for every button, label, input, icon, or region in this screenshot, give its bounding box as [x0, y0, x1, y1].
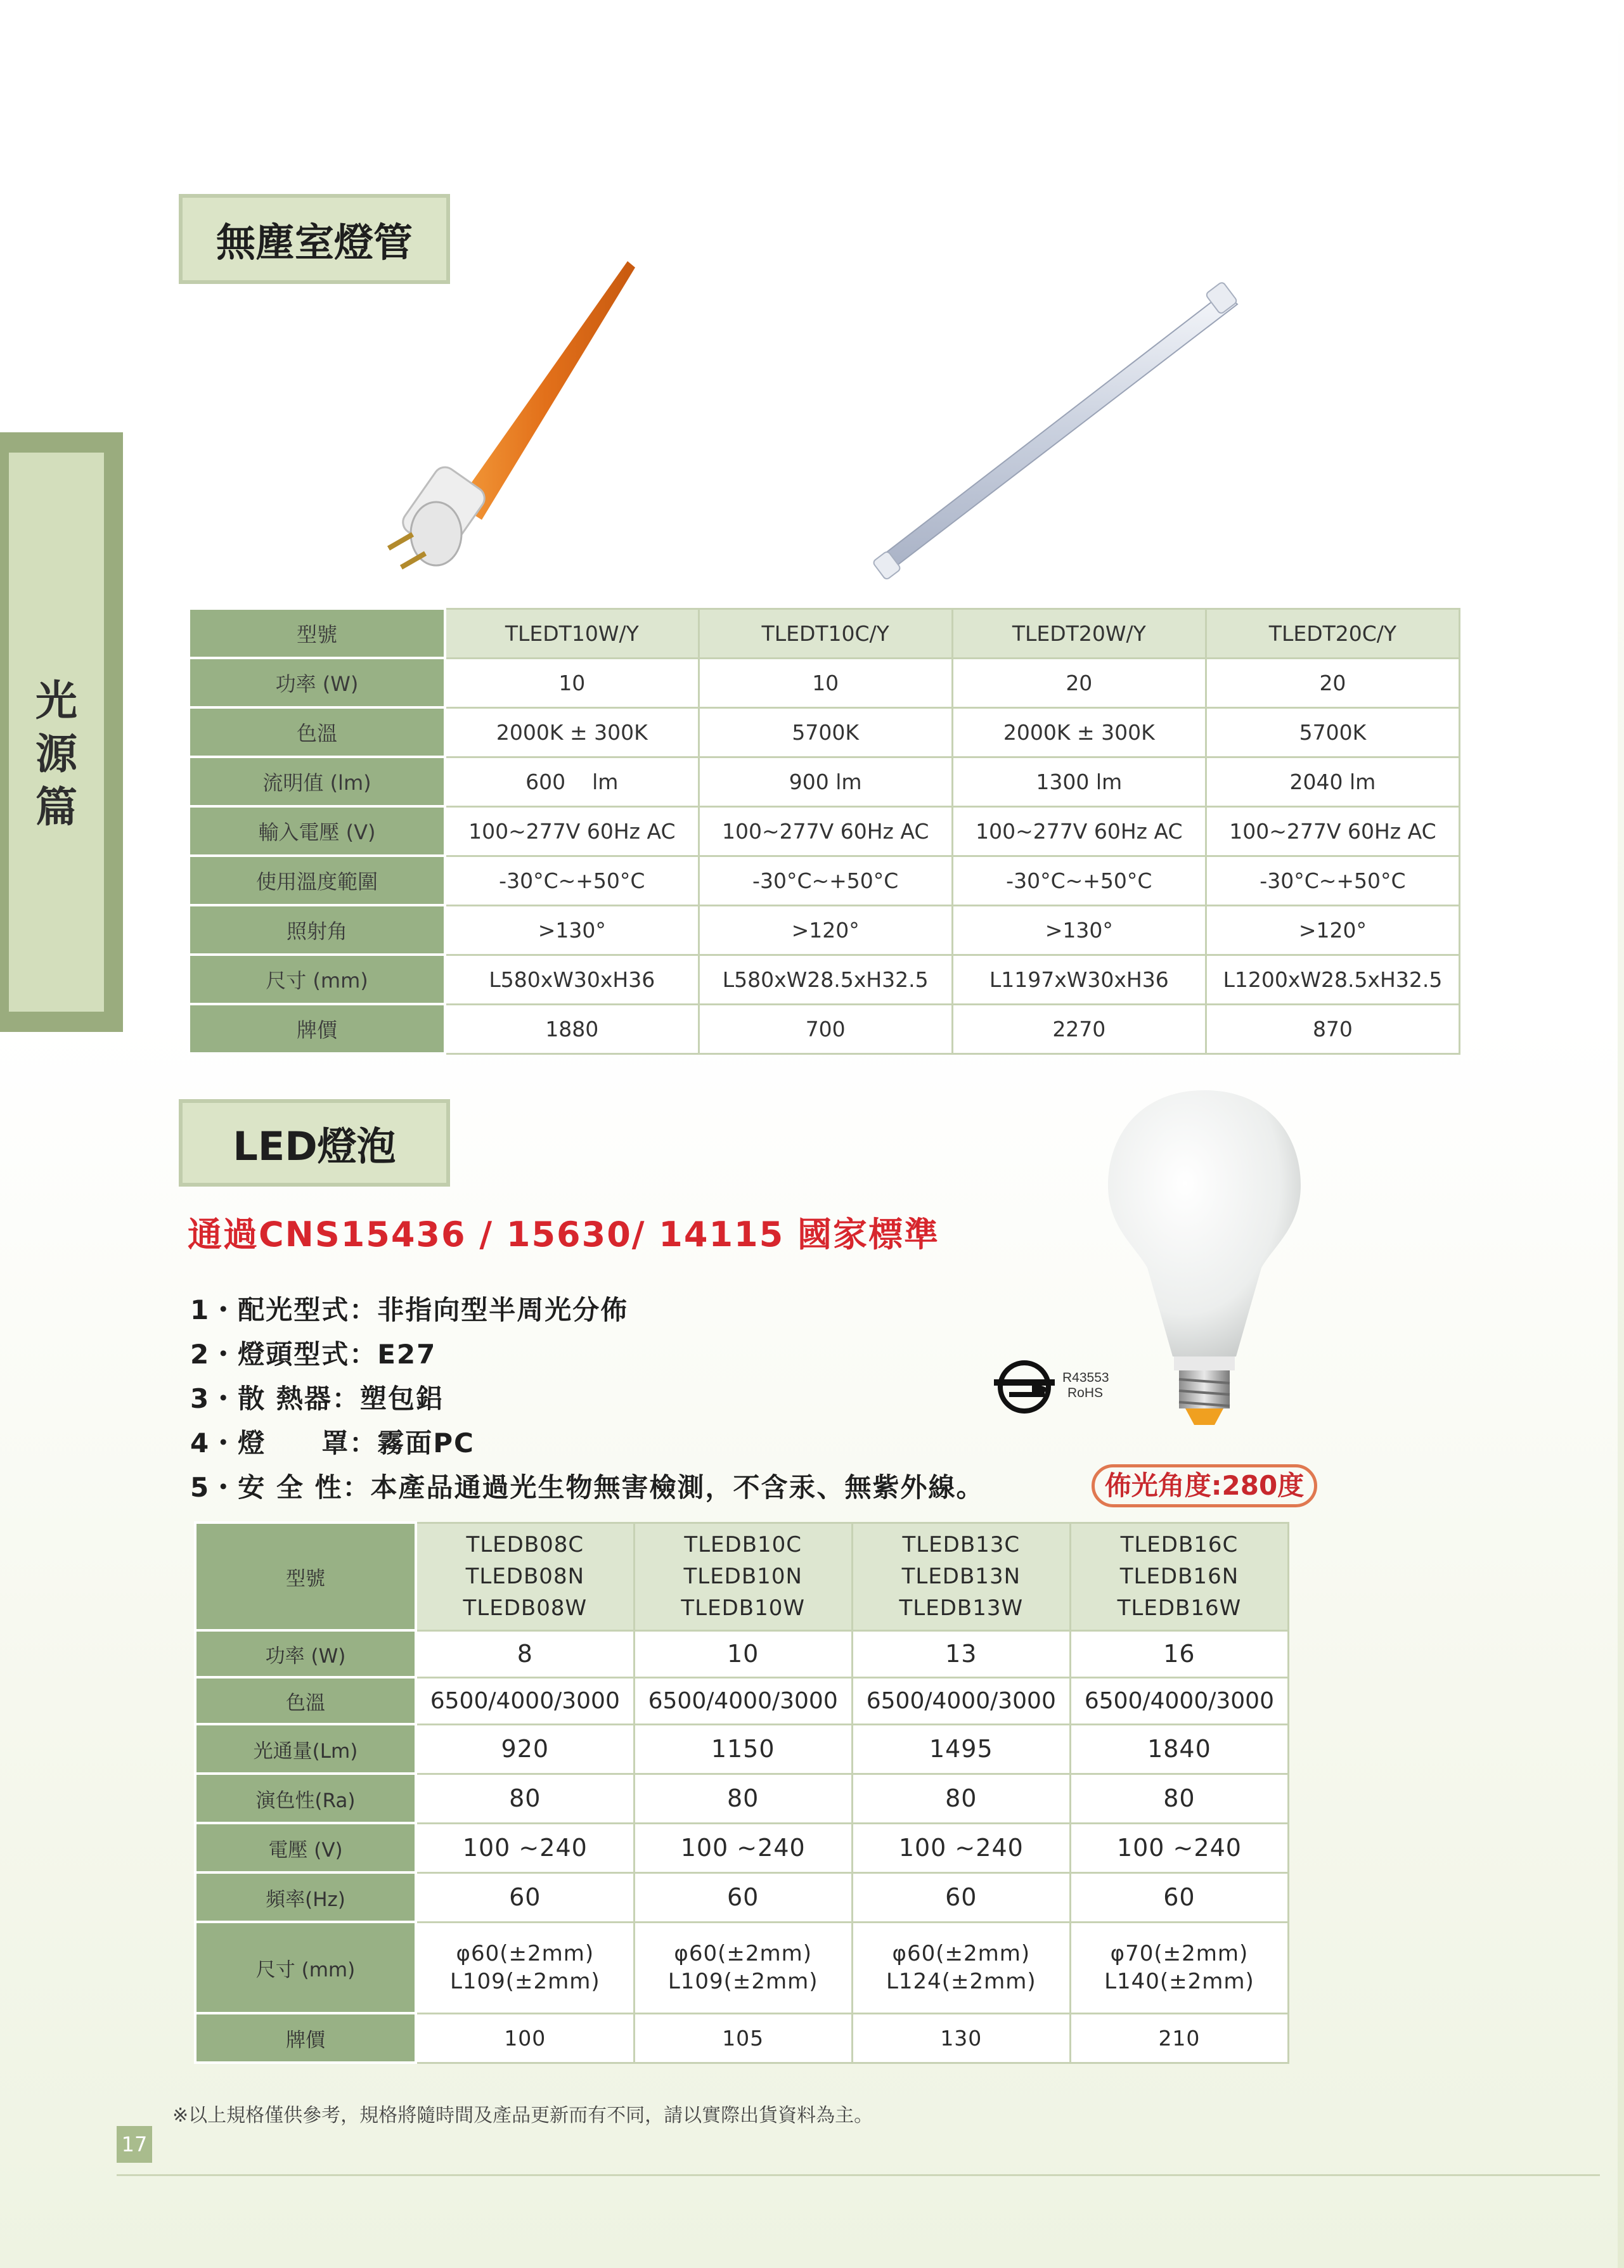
table-cell: >130° — [952, 905, 1206, 955]
bsmi-cert-icon — [994, 1356, 1057, 1417]
table-cell: 100 ~240 — [1070, 1823, 1288, 1872]
model-cell — [852, 1523, 1070, 1630]
table-cell: 100~277V 60Hz AC — [699, 806, 952, 856]
table-row — [189, 609, 1460, 658]
table-cell: 6500/4000/3000 — [416, 1677, 634, 1724]
table-cell — [852, 1922, 1070, 2013]
footnote: ※以上規格僅供參考，規格將隨時間及產品更新而有不同，請以實際出貨資料為主。 — [172, 2104, 873, 2127]
row-label: 頻率(Hz) — [195, 1872, 416, 1922]
table-cell: 80 — [416, 1774, 634, 1823]
model-variant: TLEDB13C — [902, 1532, 1021, 1557]
rohs-label: RoHS — [1067, 1386, 1104, 1400]
table-cell: L1197xW30xH36 — [952, 955, 1206, 1004]
model-cell: TLEDT10W/Y — [445, 609, 699, 658]
table-cell: 5700K — [699, 707, 952, 757]
table-cell: >120° — [699, 905, 952, 955]
table-row — [195, 1523, 1289, 1630]
model-variant: TLEDB10W — [681, 1595, 805, 1621]
size-length: L140(±2mm) — [1104, 1969, 1254, 1994]
table-cell: 105 — [634, 2013, 852, 2063]
feature-item: 5・安 全 性：本產品通過光生物無害檢測，不含汞、無紫外線。 — [190, 1472, 984, 1503]
table-cell: 100~277V 60Hz AC — [952, 806, 1206, 856]
table-cell: 100 ~240 — [852, 1823, 1070, 1872]
table-cell: 16 — [1070, 1630, 1288, 1677]
table-cell: 100~277V 60Hz AC — [445, 806, 699, 856]
footer-divider — [117, 2174, 1600, 2176]
table-cell: >120° — [1206, 905, 1459, 955]
size-diameter: φ60(±2mm) — [674, 1941, 812, 1966]
table-cell: 60 — [852, 1872, 1070, 1922]
table-cell: 2270 — [952, 1004, 1206, 1053]
row-label: 尺寸 (mm) — [189, 955, 445, 1004]
table-row — [189, 658, 1460, 707]
table-cell — [416, 1922, 634, 2013]
model-cell: TLEDT10C/Y — [699, 609, 952, 658]
row-label: 牌價 — [195, 2013, 416, 2063]
size-length: L124(±2mm) — [886, 1969, 1036, 1994]
right-edge-bar — [1618, 0, 1624, 2268]
table-cell: 20 — [952, 658, 1206, 707]
feature-item: 4・燈 罩：霧面PC — [190, 1427, 475, 1459]
table-cell: 10 — [634, 1630, 852, 1677]
size-diameter: φ70(±2mm) — [1110, 1941, 1249, 1966]
side-tab-char: 篇 — [35, 783, 77, 832]
table-cell: -30°C~+50°C — [445, 856, 699, 905]
table-row — [189, 806, 1460, 856]
table-row — [195, 1922, 1289, 2013]
table-cell: 1495 — [852, 1724, 1070, 1774]
model-cell — [416, 1523, 634, 1630]
table-cell — [634, 1922, 852, 2013]
cns-standard-heading: 通過CNS15436 / 15630/ 14115 國家標準 — [188, 1215, 939, 1254]
table-cell: 5700K — [1206, 707, 1459, 757]
model-variant: TLEDB13N — [901, 1564, 1021, 1589]
size-length: L109(±2mm) — [449, 1969, 600, 1994]
model-variant: TLEDB10C — [684, 1532, 802, 1557]
table-cell: 60 — [1070, 1872, 1288, 1922]
table-cell: 130 — [852, 2013, 1070, 2063]
row-label: 色溫 — [189, 707, 445, 757]
table-cell: 2040 lm — [1206, 757, 1459, 806]
table-row — [189, 707, 1460, 757]
table-cell: 1150 — [634, 1724, 852, 1774]
table-cell: 900 lm — [699, 757, 952, 806]
model-variant: TLEDB13W — [899, 1595, 1024, 1621]
feature-item: 2・燈頭型式：E27 — [190, 1339, 437, 1370]
table-cell: 8 — [416, 1630, 634, 1677]
table-cell: -30°C~+50°C — [952, 856, 1206, 905]
table-cell: 2000K ± 300K — [445, 707, 699, 757]
table-cell: 60 — [634, 1872, 852, 1922]
table-row — [189, 955, 1460, 1004]
size-diameter: φ60(±2mm) — [892, 1941, 1031, 1966]
feature-item: 3・散 熱器：塑包鋁 — [190, 1383, 444, 1414]
table-cell: 6500/4000/3000 — [852, 1677, 1070, 1724]
row-label: 電壓 (V) — [195, 1823, 416, 1872]
table-cell: 100 ~240 — [416, 1823, 634, 1872]
table-cell: 20 — [1206, 658, 1459, 707]
led-bulb-image — [1103, 1078, 1306, 1445]
table-cell: 80 — [634, 1774, 852, 1823]
model-variant: TLEDB16W — [1117, 1595, 1242, 1621]
side-tab-char: 源 — [35, 730, 77, 778]
row-label: 流明值 (lm) — [189, 757, 445, 806]
table-cell: 600 lm — [445, 757, 699, 806]
table-cell: 920 — [416, 1724, 634, 1774]
model-cell — [1070, 1523, 1288, 1630]
size-length: L109(±2mm) — [667, 1969, 818, 1994]
table-cell: L1200xW28.5xH32.5 — [1206, 955, 1459, 1004]
table-cell: 100 ~240 — [634, 1823, 852, 1872]
table-cell: L580xW28.5xH32.5 — [699, 955, 952, 1004]
table-row — [189, 905, 1460, 955]
row-label: 光通量(Lm) — [195, 1724, 416, 1774]
table-row — [195, 1823, 1289, 1872]
row-label: 尺寸 (mm) — [195, 1922, 416, 2013]
table-row — [189, 1004, 1460, 1053]
model-variant: TLEDB10N — [683, 1564, 802, 1589]
section-title-cleanroom-tube: 無塵室燈管 — [179, 194, 450, 284]
table-cell: 80 — [1070, 1774, 1288, 1823]
table-cell: 1840 — [1070, 1724, 1288, 1774]
model-variant: TLEDB08N — [465, 1564, 585, 1589]
model-cell: TLEDT20C/Y — [1206, 609, 1459, 658]
cert-text — [1062, 1370, 1109, 1401]
table-cell — [1070, 1922, 1288, 2013]
row-label: 牌價 — [189, 1004, 445, 1053]
table-cell: 60 — [416, 1872, 634, 1922]
side-tab-label — [9, 674, 104, 834]
table-row — [195, 1677, 1289, 1724]
orange-tube-image — [355, 254, 647, 596]
table-row — [189, 856, 1460, 905]
table-cell: 6500/4000/3000 — [1070, 1677, 1288, 1724]
table-cell: 6500/4000/3000 — [634, 1677, 852, 1724]
model-cell: TLEDT20W/Y — [952, 609, 1206, 658]
table-cell: 100 — [416, 2013, 634, 2063]
side-tab — [0, 432, 123, 1032]
table-cell: 10 — [699, 658, 952, 707]
feature-item: 1・配光型式：非指向型半周光分佈 — [190, 1294, 629, 1325]
table-row — [195, 1630, 1289, 1677]
bulb-spec-table — [194, 1521, 1289, 2064]
row-label: 演色性(Ra) — [195, 1774, 416, 1823]
table-cell: >130° — [445, 905, 699, 955]
table-cell: 13 — [852, 1630, 1070, 1677]
side-tab-char: 光 — [35, 676, 77, 725]
table-row — [195, 1872, 1289, 1922]
table-cell: 210 — [1070, 2013, 1288, 2063]
size-diameter: φ60(±2mm) — [456, 1941, 595, 1966]
table-row — [195, 2013, 1289, 2063]
table-cell: 2000K ± 300K — [952, 707, 1206, 757]
section-title-led-bulb: LED燈泡 — [179, 1099, 450, 1187]
model-variant: TLEDB08C — [466, 1532, 584, 1557]
beam-angle-badge: 佈光角度:280度 — [1092, 1464, 1317, 1507]
model-variant: TLEDB16C — [1120, 1532, 1239, 1557]
row-label: 使用溫度範圍 — [189, 856, 445, 905]
table-row — [195, 1724, 1289, 1774]
table-cell: 80 — [852, 1774, 1070, 1823]
table-cell: 10 — [445, 658, 699, 707]
row-label: 功率 (W) — [189, 658, 445, 707]
table-cell: 1880 — [445, 1004, 699, 1053]
table-cell: -30°C~+50°C — [1206, 856, 1459, 905]
row-label: 輸入電壓 (V) — [189, 806, 445, 856]
row-label: 功率 (W) — [195, 1630, 416, 1677]
row-label: 色溫 — [195, 1677, 416, 1724]
table-cell: L580xW30xH36 — [445, 955, 699, 1004]
cert-code: R43553 — [1062, 1370, 1109, 1385]
table-cell: 700 — [699, 1004, 952, 1053]
model-variant: TLEDB08W — [463, 1595, 588, 1621]
table-cell: 870 — [1206, 1004, 1459, 1053]
page-number: 17 — [117, 2126, 152, 2163]
side-tab-inner — [9, 453, 104, 1012]
tube-spec-table — [188, 607, 1460, 1055]
model-variant: TLEDB16N — [1119, 1564, 1239, 1589]
table-row — [195, 1774, 1289, 1823]
table-cell: 1300 lm — [952, 757, 1206, 806]
row-label: 型號 — [189, 609, 445, 658]
row-label: 型號 — [195, 1523, 416, 1630]
table-row — [189, 757, 1460, 806]
table-cell: 100~277V 60Hz AC — [1206, 806, 1459, 856]
model-cell — [634, 1523, 852, 1630]
row-label: 照射角 — [189, 905, 445, 955]
table-cell: -30°C~+50°C — [699, 856, 952, 905]
white-tube-image — [868, 279, 1249, 583]
